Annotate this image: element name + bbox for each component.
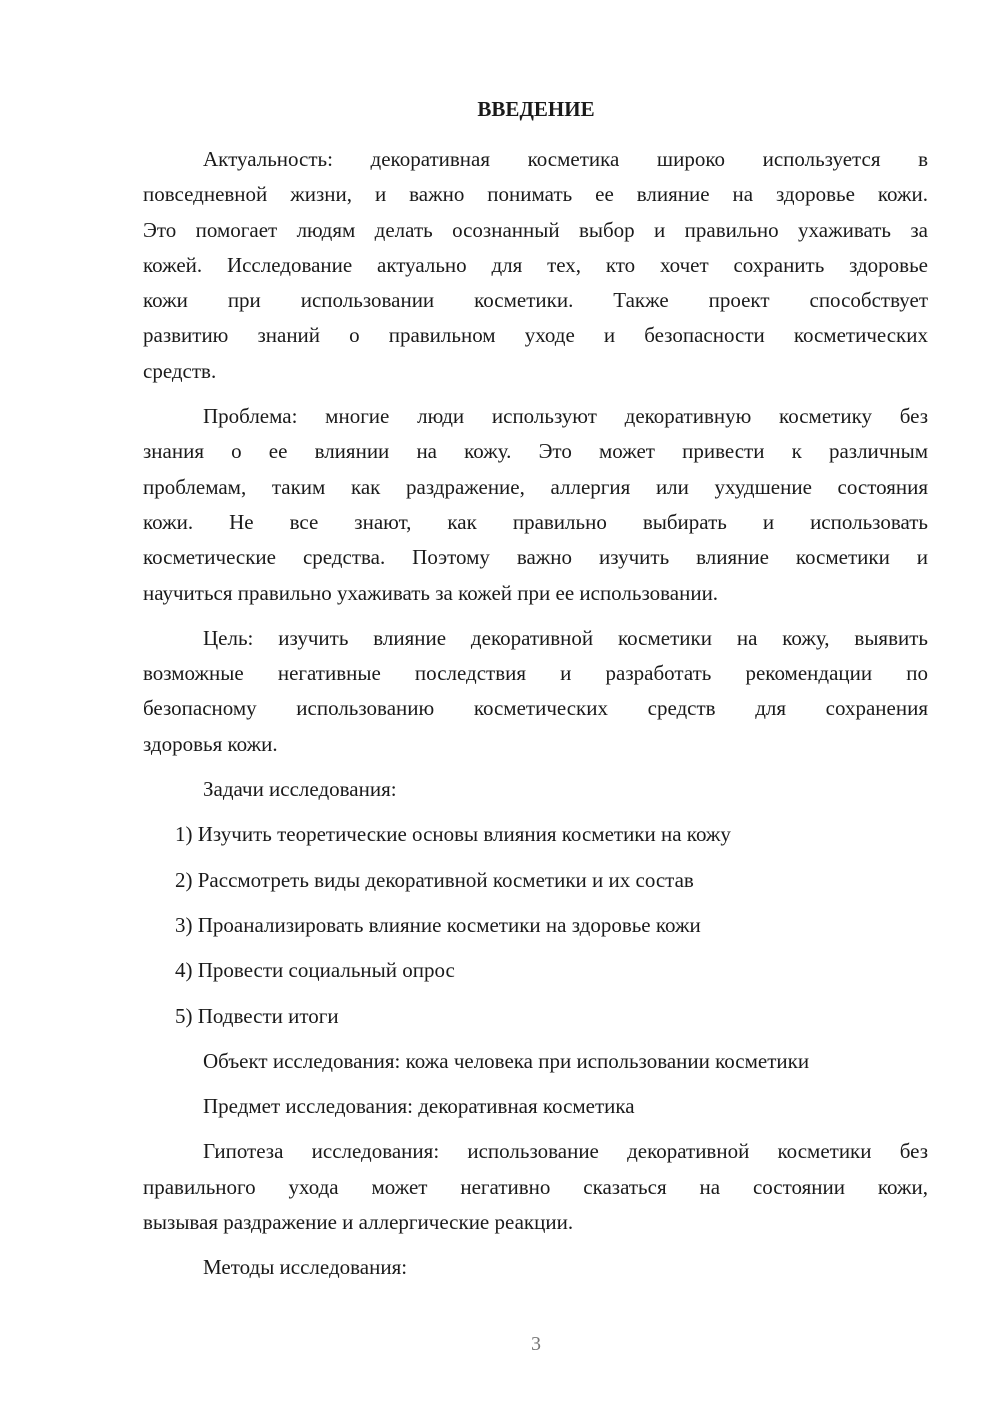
text-line: 5) Подвести итоги bbox=[175, 1003, 339, 1028]
text-line: Методы исследования: bbox=[203, 1255, 408, 1280]
paragraph bbox=[143, 621, 928, 762]
text-line: 3) Проанализировать влияние косметики на здоровье кожи bbox=[175, 912, 701, 937]
text-line: безопасному использованию косметических средств для сохранения bbox=[143, 696, 928, 721]
paragraph bbox=[143, 399, 928, 611]
text-line: средств. bbox=[143, 358, 217, 383]
list-item bbox=[143, 908, 928, 943]
document-body bbox=[143, 142, 928, 1296]
text-line: научиться правильно ухаживать за кожей при ее использовании. bbox=[143, 580, 719, 605]
text-line: 4) Провести социальный опрос bbox=[175, 958, 455, 983]
paragraph bbox=[143, 772, 928, 807]
text-line: Гипотеза исследования: использование декоративной косметики без bbox=[203, 1139, 928, 1164]
text-line: правильного ухода может негативно сказаться на состоянии кожи, bbox=[143, 1174, 928, 1199]
text-line: Это помогает людям делать осознанный выбор и правильно ухаживать за bbox=[143, 217, 928, 242]
text-line: развитию знаний о правильном уходе и безопасности косметических bbox=[143, 323, 928, 348]
list-item bbox=[143, 817, 928, 852]
paragraph bbox=[143, 1044, 928, 1079]
section-title: ВВЕДЕНИЕ bbox=[477, 97, 595, 121]
list-item bbox=[143, 999, 928, 1034]
paragraph bbox=[143, 1134, 928, 1240]
text-line: Актуальность: декоративная косметика широко используется в bbox=[203, 147, 928, 171]
text-line: косметические средства. Поэтому важно изучить влияние косметики и bbox=[143, 545, 928, 570]
text-line: Объект исследования: кожа человека при использовании косметики bbox=[203, 1048, 810, 1073]
paragraph bbox=[143, 1250, 928, 1285]
text-line: Предмет исследования: декоративная косметика bbox=[203, 1094, 635, 1119]
list-item bbox=[143, 953, 928, 988]
paragraph bbox=[143, 142, 928, 389]
text-line: кожи при использовании косметики. Также проект способствует bbox=[143, 288, 928, 313]
text-line: 2) Рассмотреть виды декоративной косметики и их состав bbox=[175, 867, 694, 892]
text-line: 1) Изучить теоретические основы влияния косметики на кожу bbox=[175, 822, 731, 847]
text-line: Проблема: многие люди используют декоративную косметику без bbox=[203, 404, 928, 429]
text-line: кожей. Исследование актуально для тех, кто хочет сохранить здоровье bbox=[143, 252, 928, 277]
text-line: возможные негативные последствия и разработать рекомендации по bbox=[143, 661, 928, 686]
text-line: знания о ее влиянии на кожу. Это может привести к различным bbox=[143, 439, 928, 464]
paragraph bbox=[143, 1089, 928, 1124]
text-line: Цель: изучить влияние декоративной косметики на кожу, выявить bbox=[203, 625, 928, 650]
text-line: вызывая раздражение и аллергические реакции. bbox=[143, 1210, 574, 1235]
text-line: повседневной жизни, и важно понимать ее влияние на здоровье кожи. bbox=[143, 182, 928, 207]
text-line: проблемам, таким как раздражение, аллергия или ухудшение состояния bbox=[143, 474, 928, 499]
text-line: здоровья кожи. bbox=[143, 731, 278, 756]
text-line: кожи. Не все знают, как правильно выбирать и использовать bbox=[143, 509, 928, 534]
list-item bbox=[143, 863, 928, 898]
text-line: Задачи исследования: bbox=[203, 777, 397, 802]
page-number: 3 bbox=[531, 1333, 541, 1355]
